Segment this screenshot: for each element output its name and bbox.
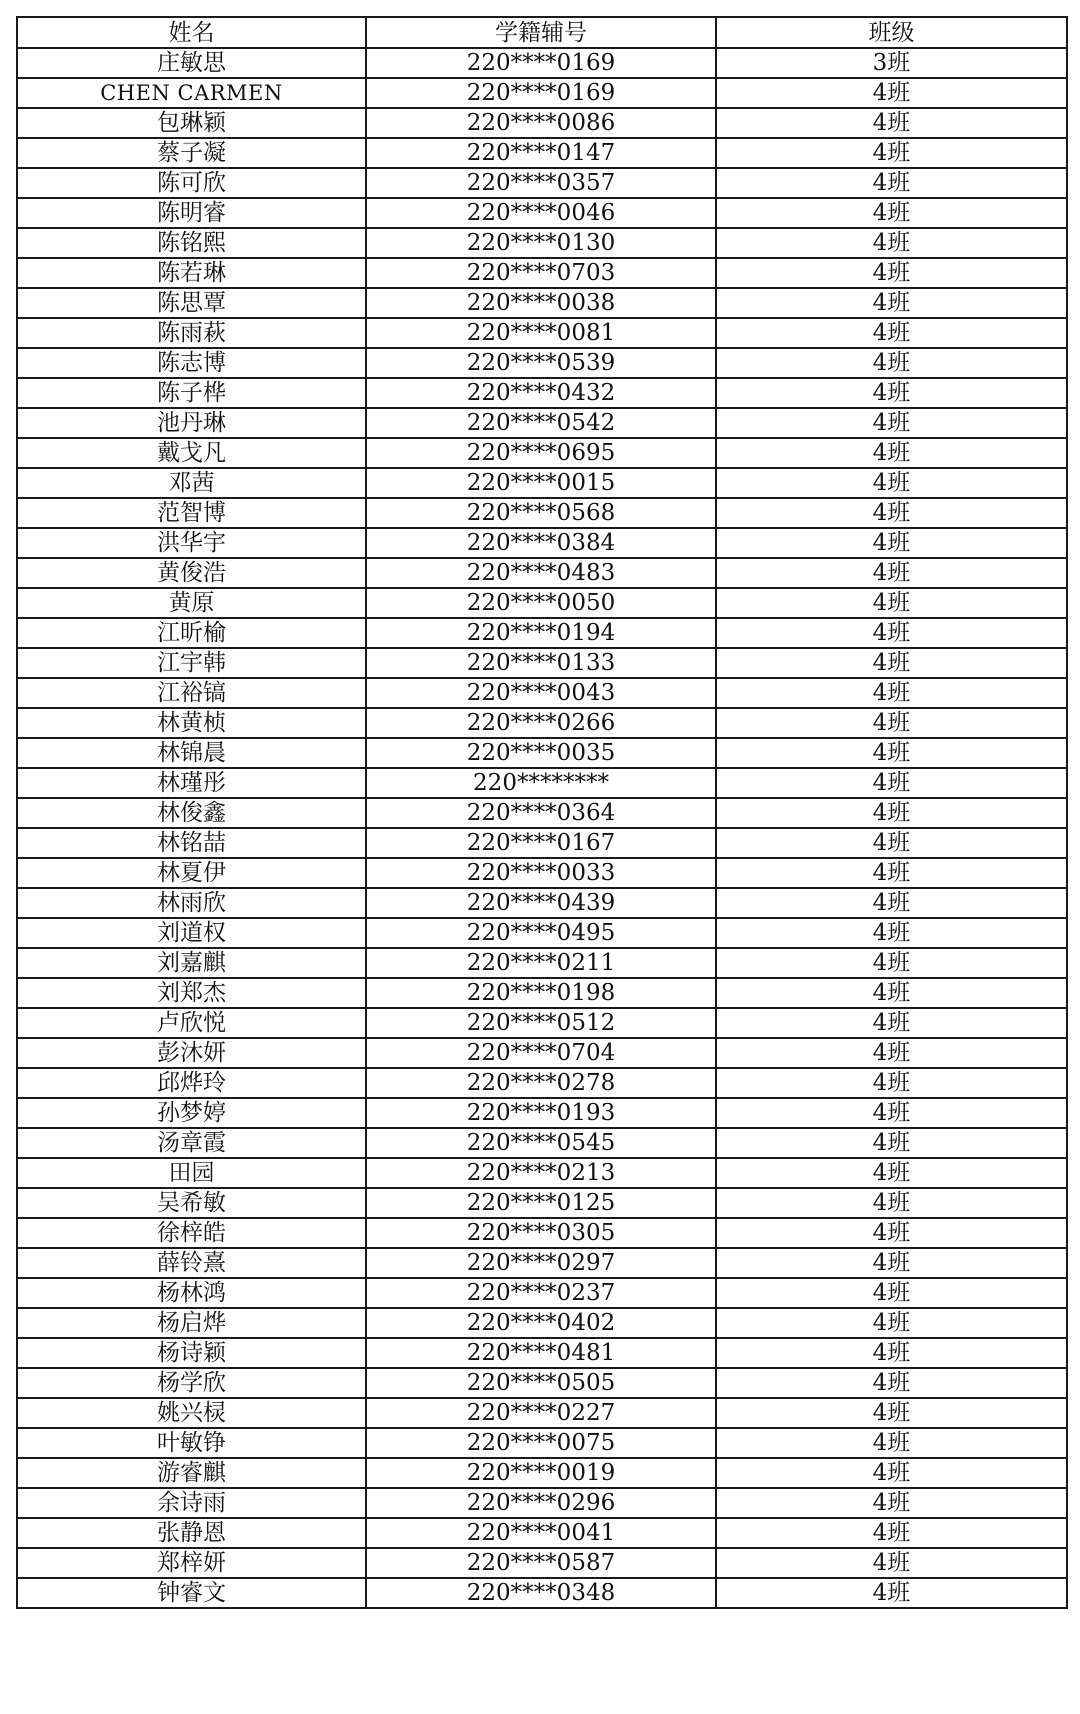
cell-student-id: 220****0545 xyxy=(366,1128,716,1158)
header-student-id: 学籍辅号 xyxy=(366,17,716,48)
table-row xyxy=(17,828,1067,858)
cell-class: 4班 xyxy=(716,1428,1067,1458)
cell-class: 4班 xyxy=(716,348,1067,378)
table-row xyxy=(17,1428,1067,1458)
table-row xyxy=(17,678,1067,708)
cell-name: 江昕榆 xyxy=(17,618,366,648)
cell-name: 邱烨玲 xyxy=(17,1068,366,1098)
cell-student-id: 220****0147 xyxy=(366,138,716,168)
cell-student-id: 220****0086 xyxy=(366,108,716,138)
cell-name: 林俊鑫 xyxy=(17,798,366,828)
cell-name: 吴希敏 xyxy=(17,1188,366,1218)
table-row xyxy=(17,48,1067,78)
table-row xyxy=(17,1218,1067,1248)
cell-name: 陈若琳 xyxy=(17,258,366,288)
cell-name: 江宇韩 xyxy=(17,648,366,678)
cell-class: 4班 xyxy=(716,1578,1067,1608)
cell-class: 4班 xyxy=(716,888,1067,918)
cell-student-id: 220****0213 xyxy=(366,1158,716,1188)
cell-student-id: 220****0402 xyxy=(366,1308,716,1338)
cell-name: 蔡子凝 xyxy=(17,138,366,168)
cell-name: 郑梓妍 xyxy=(17,1548,366,1578)
cell-name: 彭沐妍 xyxy=(17,1038,366,1068)
table-row xyxy=(17,1008,1067,1038)
cell-student-id: 220****0278 xyxy=(366,1068,716,1098)
cell-name: 林雨欣 xyxy=(17,888,366,918)
cell-name: 刘道权 xyxy=(17,918,366,948)
cell-name: 陈铭熙 xyxy=(17,228,366,258)
cell-student-id: 220****0198 xyxy=(366,978,716,1008)
cell-class: 4班 xyxy=(716,738,1067,768)
table-row xyxy=(17,1068,1067,1098)
cell-class: 4班 xyxy=(716,1398,1067,1428)
cell-name: 杨学欣 xyxy=(17,1368,366,1398)
cell-class: 4班 xyxy=(716,108,1067,138)
cell-class: 4班 xyxy=(716,1098,1067,1128)
cell-name: 池丹琳 xyxy=(17,408,366,438)
table-row xyxy=(17,708,1067,738)
table-row xyxy=(17,978,1067,1008)
cell-name: 戴戈凡 xyxy=(17,438,366,468)
cell-class: 4班 xyxy=(716,78,1067,108)
cell-student-id: 220****0703 xyxy=(366,258,716,288)
cell-student-id: 220****0587 xyxy=(366,1548,716,1578)
cell-student-id: 220****0505 xyxy=(366,1368,716,1398)
cell-student-id: 220****0075 xyxy=(366,1428,716,1458)
cell-student-id: 220****0046 xyxy=(366,198,716,228)
table-row xyxy=(17,1488,1067,1518)
cell-student-id: 220****0695 xyxy=(366,438,716,468)
table-row xyxy=(17,588,1067,618)
cell-class: 4班 xyxy=(716,648,1067,678)
cell-student-id: 220******** xyxy=(366,768,716,798)
cell-name: 洪华宇 xyxy=(17,528,366,558)
cell-class: 4班 xyxy=(716,978,1067,1008)
cell-name: 薛铃熹 xyxy=(17,1248,366,1278)
cell-student-id: 220****0266 xyxy=(366,708,716,738)
table-row xyxy=(17,1248,1067,1278)
cell-student-id: 220****0512 xyxy=(366,1008,716,1038)
table-row xyxy=(17,1548,1067,1578)
table-row xyxy=(17,228,1067,258)
cell-student-id: 220****0130 xyxy=(366,228,716,258)
table-row xyxy=(17,738,1067,768)
cell-class: 4班 xyxy=(716,708,1067,738)
cell-name: 黄原 xyxy=(17,588,366,618)
cell-name: 范智博 xyxy=(17,498,366,528)
table-row xyxy=(17,378,1067,408)
cell-class: 4班 xyxy=(716,858,1067,888)
table-row xyxy=(17,168,1067,198)
cell-name: 叶敏铮 xyxy=(17,1428,366,1458)
cell-name: 林瑾彤 xyxy=(17,768,366,798)
table-row xyxy=(17,1038,1067,1068)
cell-class: 4班 xyxy=(716,768,1067,798)
cell-class: 4班 xyxy=(716,1128,1067,1158)
cell-class: 4班 xyxy=(716,498,1067,528)
cell-student-id: 220****0483 xyxy=(366,558,716,588)
cell-class: 4班 xyxy=(716,1218,1067,1248)
cell-student-id: 220****0081 xyxy=(366,318,716,348)
cell-name: 陈志博 xyxy=(17,348,366,378)
table-row xyxy=(17,888,1067,918)
cell-name: 徐梓皓 xyxy=(17,1218,366,1248)
cell-class: 4班 xyxy=(716,198,1067,228)
table-row xyxy=(17,1458,1067,1488)
cell-student-id: 220****0050 xyxy=(366,588,716,618)
cell-student-id: 220****0041 xyxy=(366,1518,716,1548)
cell-class: 4班 xyxy=(716,1458,1067,1488)
cell-student-id: 220****0133 xyxy=(366,648,716,678)
cell-student-id: 220****0704 xyxy=(366,1038,716,1068)
table-row xyxy=(17,498,1067,528)
table-row xyxy=(17,318,1067,348)
cell-student-id: 220****0481 xyxy=(366,1338,716,1368)
cell-student-id: 220****0305 xyxy=(366,1218,716,1248)
table-row xyxy=(17,78,1067,108)
student-roster-table xyxy=(16,16,1068,1609)
cell-student-id: 220****0357 xyxy=(366,168,716,198)
cell-name: CHEN CARMEN xyxy=(17,78,366,108)
cell-student-id: 220****0568 xyxy=(366,498,716,528)
cell-student-id: 220****0125 xyxy=(366,1188,716,1218)
cell-name: 游睿麒 xyxy=(17,1458,366,1488)
cell-name: 汤章霞 xyxy=(17,1128,366,1158)
cell-name: 刘嘉麒 xyxy=(17,948,366,978)
table-row xyxy=(17,1278,1067,1308)
table-row xyxy=(17,258,1067,288)
student-roster-sheet xyxy=(16,16,1066,1609)
cell-name: 陈思覃 xyxy=(17,288,366,318)
table-row xyxy=(17,348,1067,378)
table-body xyxy=(17,48,1067,1608)
cell-class: 4班 xyxy=(716,918,1067,948)
cell-name: 陈可欣 xyxy=(17,168,366,198)
header-name: 姓名 xyxy=(17,17,366,48)
cell-name: 孙梦婷 xyxy=(17,1098,366,1128)
table-row xyxy=(17,408,1067,438)
table-row xyxy=(17,438,1067,468)
cell-student-id: 220****0296 xyxy=(366,1488,716,1518)
cell-student-id: 220****0297 xyxy=(366,1248,716,1278)
cell-student-id: 220****0169 xyxy=(366,48,716,78)
cell-name: 卢欣悦 xyxy=(17,1008,366,1038)
cell-class: 4班 xyxy=(716,1548,1067,1578)
cell-class: 4班 xyxy=(716,558,1067,588)
header-class: 班级 xyxy=(716,17,1067,48)
table-row xyxy=(17,1158,1067,1188)
cell-class: 4班 xyxy=(716,1248,1067,1278)
cell-name: 余诗雨 xyxy=(17,1488,366,1518)
table-row xyxy=(17,1368,1067,1398)
cell-name: 钟睿文 xyxy=(17,1578,366,1608)
table-row xyxy=(17,858,1067,888)
cell-class: 4班 xyxy=(716,1488,1067,1518)
cell-student-id: 220****0539 xyxy=(366,348,716,378)
cell-name: 黄俊浩 xyxy=(17,558,366,588)
cell-name: 陈雨萩 xyxy=(17,318,366,348)
table-row xyxy=(17,198,1067,228)
cell-class: 4班 xyxy=(716,1068,1067,1098)
cell-name: 包琳颖 xyxy=(17,108,366,138)
table-row xyxy=(17,468,1067,498)
table-row xyxy=(17,1188,1067,1218)
table-row xyxy=(17,1578,1067,1608)
cell-name: 林夏伊 xyxy=(17,858,366,888)
cell-class: 4班 xyxy=(716,468,1067,498)
cell-student-id: 220****0348 xyxy=(366,1578,716,1608)
cell-class: 4班 xyxy=(716,1338,1067,1368)
cell-name: 庄敏思 xyxy=(17,48,366,78)
table-row xyxy=(17,1308,1067,1338)
table-row xyxy=(17,138,1067,168)
table-row xyxy=(17,1338,1067,1368)
cell-name: 杨林鸿 xyxy=(17,1278,366,1308)
cell-class: 4班 xyxy=(716,798,1067,828)
cell-student-id: 220****0364 xyxy=(366,798,716,828)
cell-student-id: 220****0211 xyxy=(366,948,716,978)
cell-class: 4班 xyxy=(716,678,1067,708)
cell-student-id: 220****0227 xyxy=(366,1398,716,1428)
cell-class: 3班 xyxy=(716,48,1067,78)
cell-class: 4班 xyxy=(716,618,1067,648)
cell-student-id: 220****0439 xyxy=(366,888,716,918)
cell-class: 4班 xyxy=(716,948,1067,978)
cell-student-id: 220****0035 xyxy=(366,738,716,768)
cell-class: 4班 xyxy=(716,258,1067,288)
table-row xyxy=(17,948,1067,978)
cell-class: 4班 xyxy=(716,1278,1067,1308)
cell-student-id: 220****0194 xyxy=(366,618,716,648)
table-row xyxy=(17,528,1067,558)
cell-class: 4班 xyxy=(716,828,1067,858)
cell-student-id: 220****0193 xyxy=(366,1098,716,1128)
cell-student-id: 220****0019 xyxy=(366,1458,716,1488)
cell-class: 4班 xyxy=(716,168,1067,198)
cell-name: 刘郑杰 xyxy=(17,978,366,1008)
cell-student-id: 220****0432 xyxy=(366,378,716,408)
cell-name: 姚兴棂 xyxy=(17,1398,366,1428)
table-row xyxy=(17,1098,1067,1128)
cell-name: 陈子桦 xyxy=(17,378,366,408)
table-row xyxy=(17,288,1067,318)
cell-student-id: 220****0015 xyxy=(366,468,716,498)
table-row xyxy=(17,108,1067,138)
cell-student-id: 220****0495 xyxy=(366,918,716,948)
cell-class: 4班 xyxy=(716,378,1067,408)
cell-name: 田园 xyxy=(17,1158,366,1188)
cell-student-id: 220****0384 xyxy=(366,528,716,558)
cell-class: 4班 xyxy=(716,1188,1067,1218)
cell-class: 4班 xyxy=(716,318,1067,348)
cell-class: 4班 xyxy=(716,288,1067,318)
cell-name: 林铭喆 xyxy=(17,828,366,858)
table-row xyxy=(17,558,1067,588)
cell-student-id: 220****0237 xyxy=(366,1278,716,1308)
cell-class: 4班 xyxy=(716,1518,1067,1548)
cell-student-id: 220****0169 xyxy=(366,78,716,108)
cell-class: 4班 xyxy=(716,438,1067,468)
cell-class: 4班 xyxy=(716,1308,1067,1338)
cell-name: 张静恩 xyxy=(17,1518,366,1548)
table-row xyxy=(17,798,1067,828)
cell-class: 4班 xyxy=(716,1158,1067,1188)
table-row xyxy=(17,918,1067,948)
cell-student-id: 220****0033 xyxy=(366,858,716,888)
cell-student-id: 220****0038 xyxy=(366,288,716,318)
cell-name: 林锦晨 xyxy=(17,738,366,768)
cell-name: 林黄桢 xyxy=(17,708,366,738)
cell-name: 江裕镐 xyxy=(17,678,366,708)
table-row xyxy=(17,618,1067,648)
cell-name: 杨诗颖 xyxy=(17,1338,366,1368)
cell-class: 4班 xyxy=(716,138,1067,168)
table-row xyxy=(17,768,1067,798)
cell-student-id: 220****0167 xyxy=(366,828,716,858)
cell-name: 杨启烨 xyxy=(17,1308,366,1338)
cell-student-id: 220****0542 xyxy=(366,408,716,438)
cell-class: 4班 xyxy=(716,528,1067,558)
table-row xyxy=(17,648,1067,678)
cell-class: 4班 xyxy=(716,1368,1067,1398)
cell-student-id: 220****0043 xyxy=(366,678,716,708)
cell-class: 4班 xyxy=(716,228,1067,258)
cell-class: 4班 xyxy=(716,1008,1067,1038)
table-row xyxy=(17,1128,1067,1158)
header-row xyxy=(17,17,1067,48)
cell-class: 4班 xyxy=(716,408,1067,438)
cell-class: 4班 xyxy=(716,1038,1067,1068)
cell-name: 陈明睿 xyxy=(17,198,366,228)
cell-class: 4班 xyxy=(716,588,1067,618)
table-row xyxy=(17,1518,1067,1548)
table-row xyxy=(17,1398,1067,1428)
cell-name: 邓茜 xyxy=(17,468,366,498)
table-header xyxy=(17,17,1067,48)
